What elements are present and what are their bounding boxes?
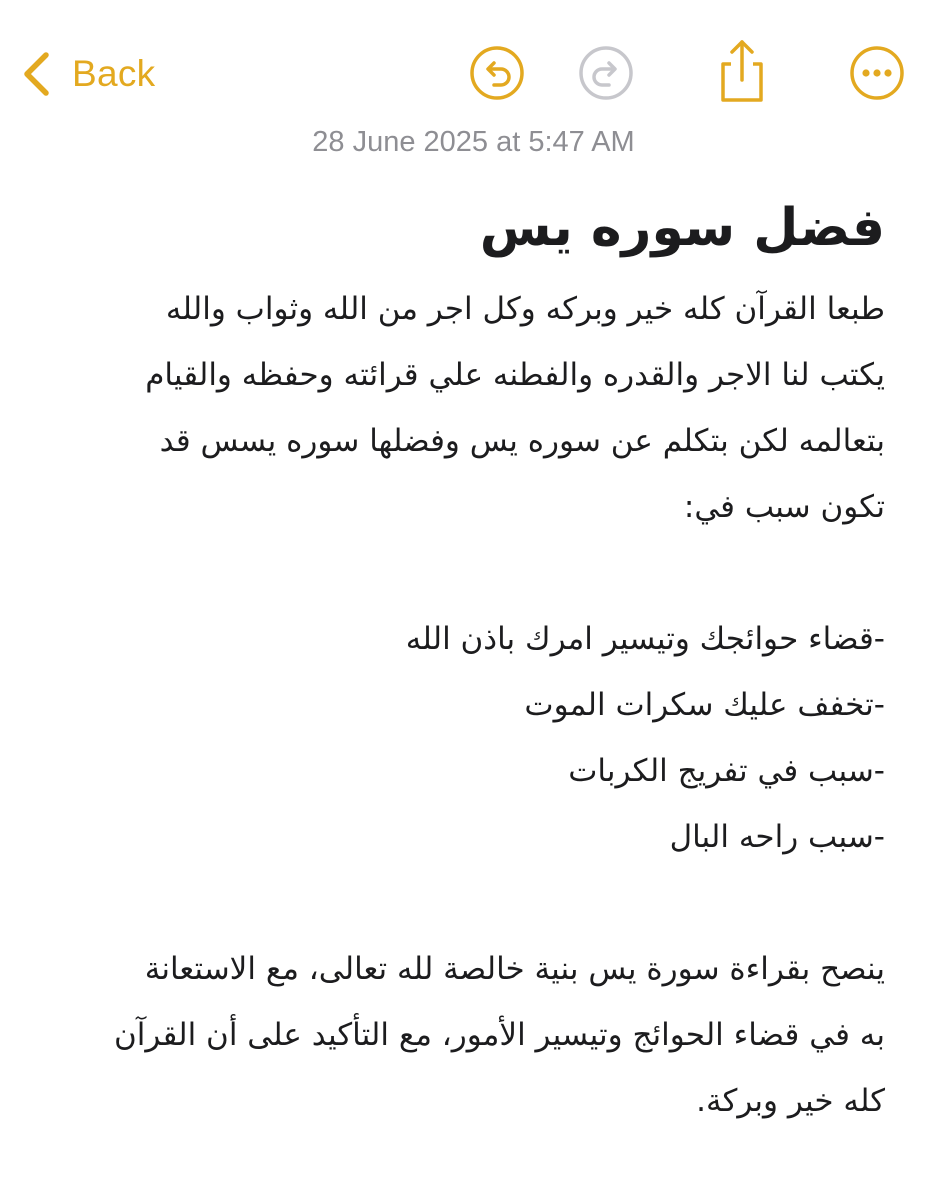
text-line: بتعالمه لكن بتكلم عن سوره يس وفضلها سوره يسس قد <box>159 423 885 459</box>
list-item: -قضاء حوائجك وتيسير امرك باذن الله <box>405 621 885 657</box>
text-line: به في قضاء الحوائج وتيسير الأمور، مع التأكيد على أن القرآن <box>113 1017 885 1053</box>
more-icon[interactable] <box>848 44 906 102</box>
closing-paragraph <box>55 936 885 1134</box>
note-title: فضل سوره يس <box>479 198 885 258</box>
text-line: يكتب لنا الاجر والقدره والفطنه علي قرائته وحفظه والقيام <box>145 357 885 393</box>
undo-icon[interactable] <box>468 44 526 102</box>
chevron-left-icon <box>20 50 54 98</box>
redo-icon[interactable] <box>577 44 635 102</box>
benefits-list <box>55 606 885 870</box>
intro-paragraph <box>55 276 885 540</box>
share-icon[interactable] <box>713 36 771 106</box>
note-timestamp: 28 June 2025 at 5:47 AM <box>312 126 635 158</box>
list-item: -سبب في تفريج الكربات <box>568 753 885 789</box>
blank-line <box>55 540 885 606</box>
note-body[interactable] <box>55 180 885 1134</box>
text-line: ينصح بقراءة سورة يس بنية خالصة لله تعالى، مع الاستعانة <box>144 951 885 987</box>
text-line: طبعا القرآن كله خير وبركه وكل اجر من الله وثواب والله <box>165 291 885 327</box>
list-item: -تخفف عليك سكرات الموت <box>524 687 885 723</box>
text-line: تكون سبب في: <box>683 489 885 525</box>
blank-line <box>55 870 885 936</box>
list-item: -سبب راحه البال <box>669 819 885 855</box>
text-line: كله خير وبركة. <box>696 1083 885 1119</box>
back-label: Back <box>72 53 156 94</box>
toolbar <box>0 0 947 120</box>
back-button[interactable] <box>20 46 155 102</box>
